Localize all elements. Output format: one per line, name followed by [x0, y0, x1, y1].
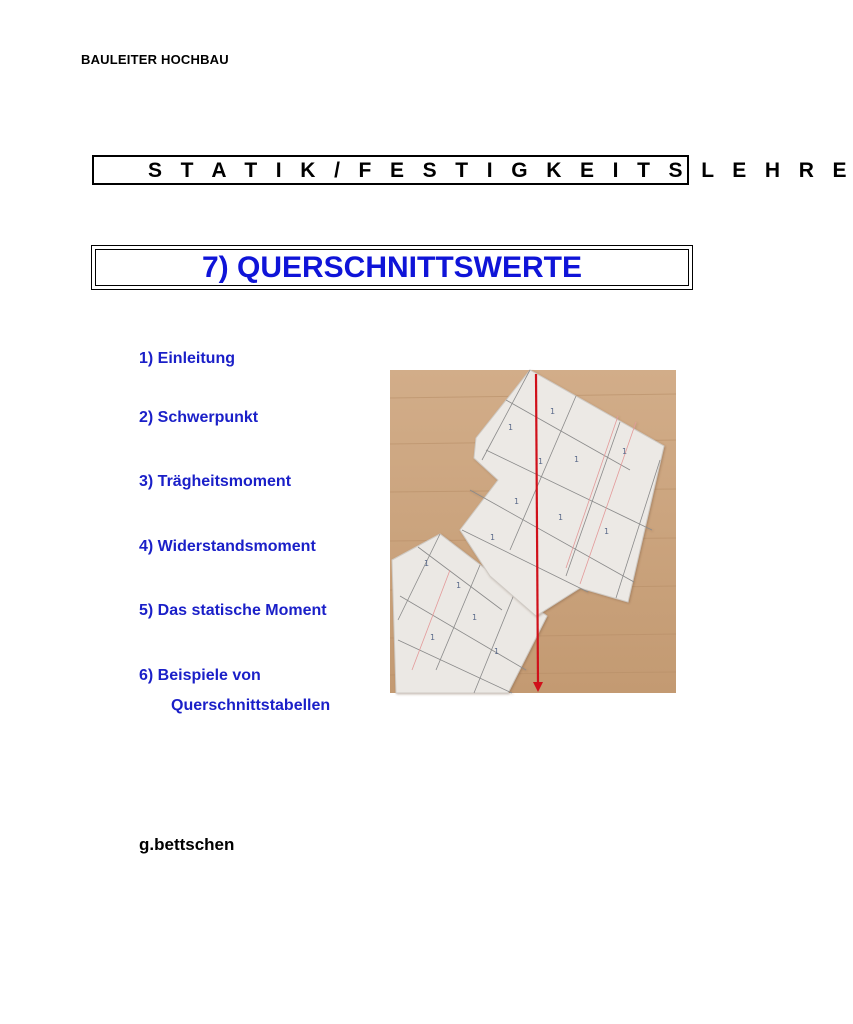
- chapter-title-box: [91, 245, 693, 290]
- toc-item-3: 3) Trägheitsmoment: [139, 473, 292, 490]
- svg-text:1: 1: [490, 533, 496, 542]
- chapter-title: 7) QUERSCHNITTSWERTE: [201, 251, 582, 284]
- svg-text:1: 1: [508, 423, 514, 432]
- toc-item-6: 6) Beispiele von: [139, 667, 261, 684]
- svg-text:1: 1: [622, 447, 628, 456]
- toc-item-5: 5) Das statische Moment: [139, 602, 327, 619]
- toc-item-1: 1) Einleitung: [139, 350, 235, 367]
- toc-item-4: 4) Widerstandsmoment: [139, 538, 316, 555]
- svg-text:1: 1: [472, 613, 478, 622]
- author-name: g.bettschen: [139, 835, 235, 854]
- toc-item-2: 2) Schwerpunkt: [139, 409, 259, 426]
- cross-section-photo: [390, 370, 676, 693]
- svg-text:1: 1: [538, 457, 544, 466]
- header-label: BAULEITER HOCHBAU: [81, 52, 229, 67]
- svg-text:1: 1: [494, 647, 500, 656]
- svg-text:1: 1: [550, 407, 556, 416]
- toc-item-6-continuation: Querschnittstabellen: [171, 697, 331, 714]
- svg-text:1: 1: [430, 633, 436, 642]
- svg-text:1: 1: [574, 455, 580, 464]
- svg-text:1: 1: [558, 513, 564, 522]
- svg-text:1: 1: [424, 559, 430, 568]
- svg-text:1: 1: [456, 581, 462, 590]
- subject-title: S T A T I K / F E S T I G K E I T S L E H R E: [148, 159, 853, 182]
- subject-title-box: [92, 155, 853, 185]
- svg-text:1: 1: [514, 497, 520, 506]
- svg-text:1: 1: [604, 527, 610, 536]
